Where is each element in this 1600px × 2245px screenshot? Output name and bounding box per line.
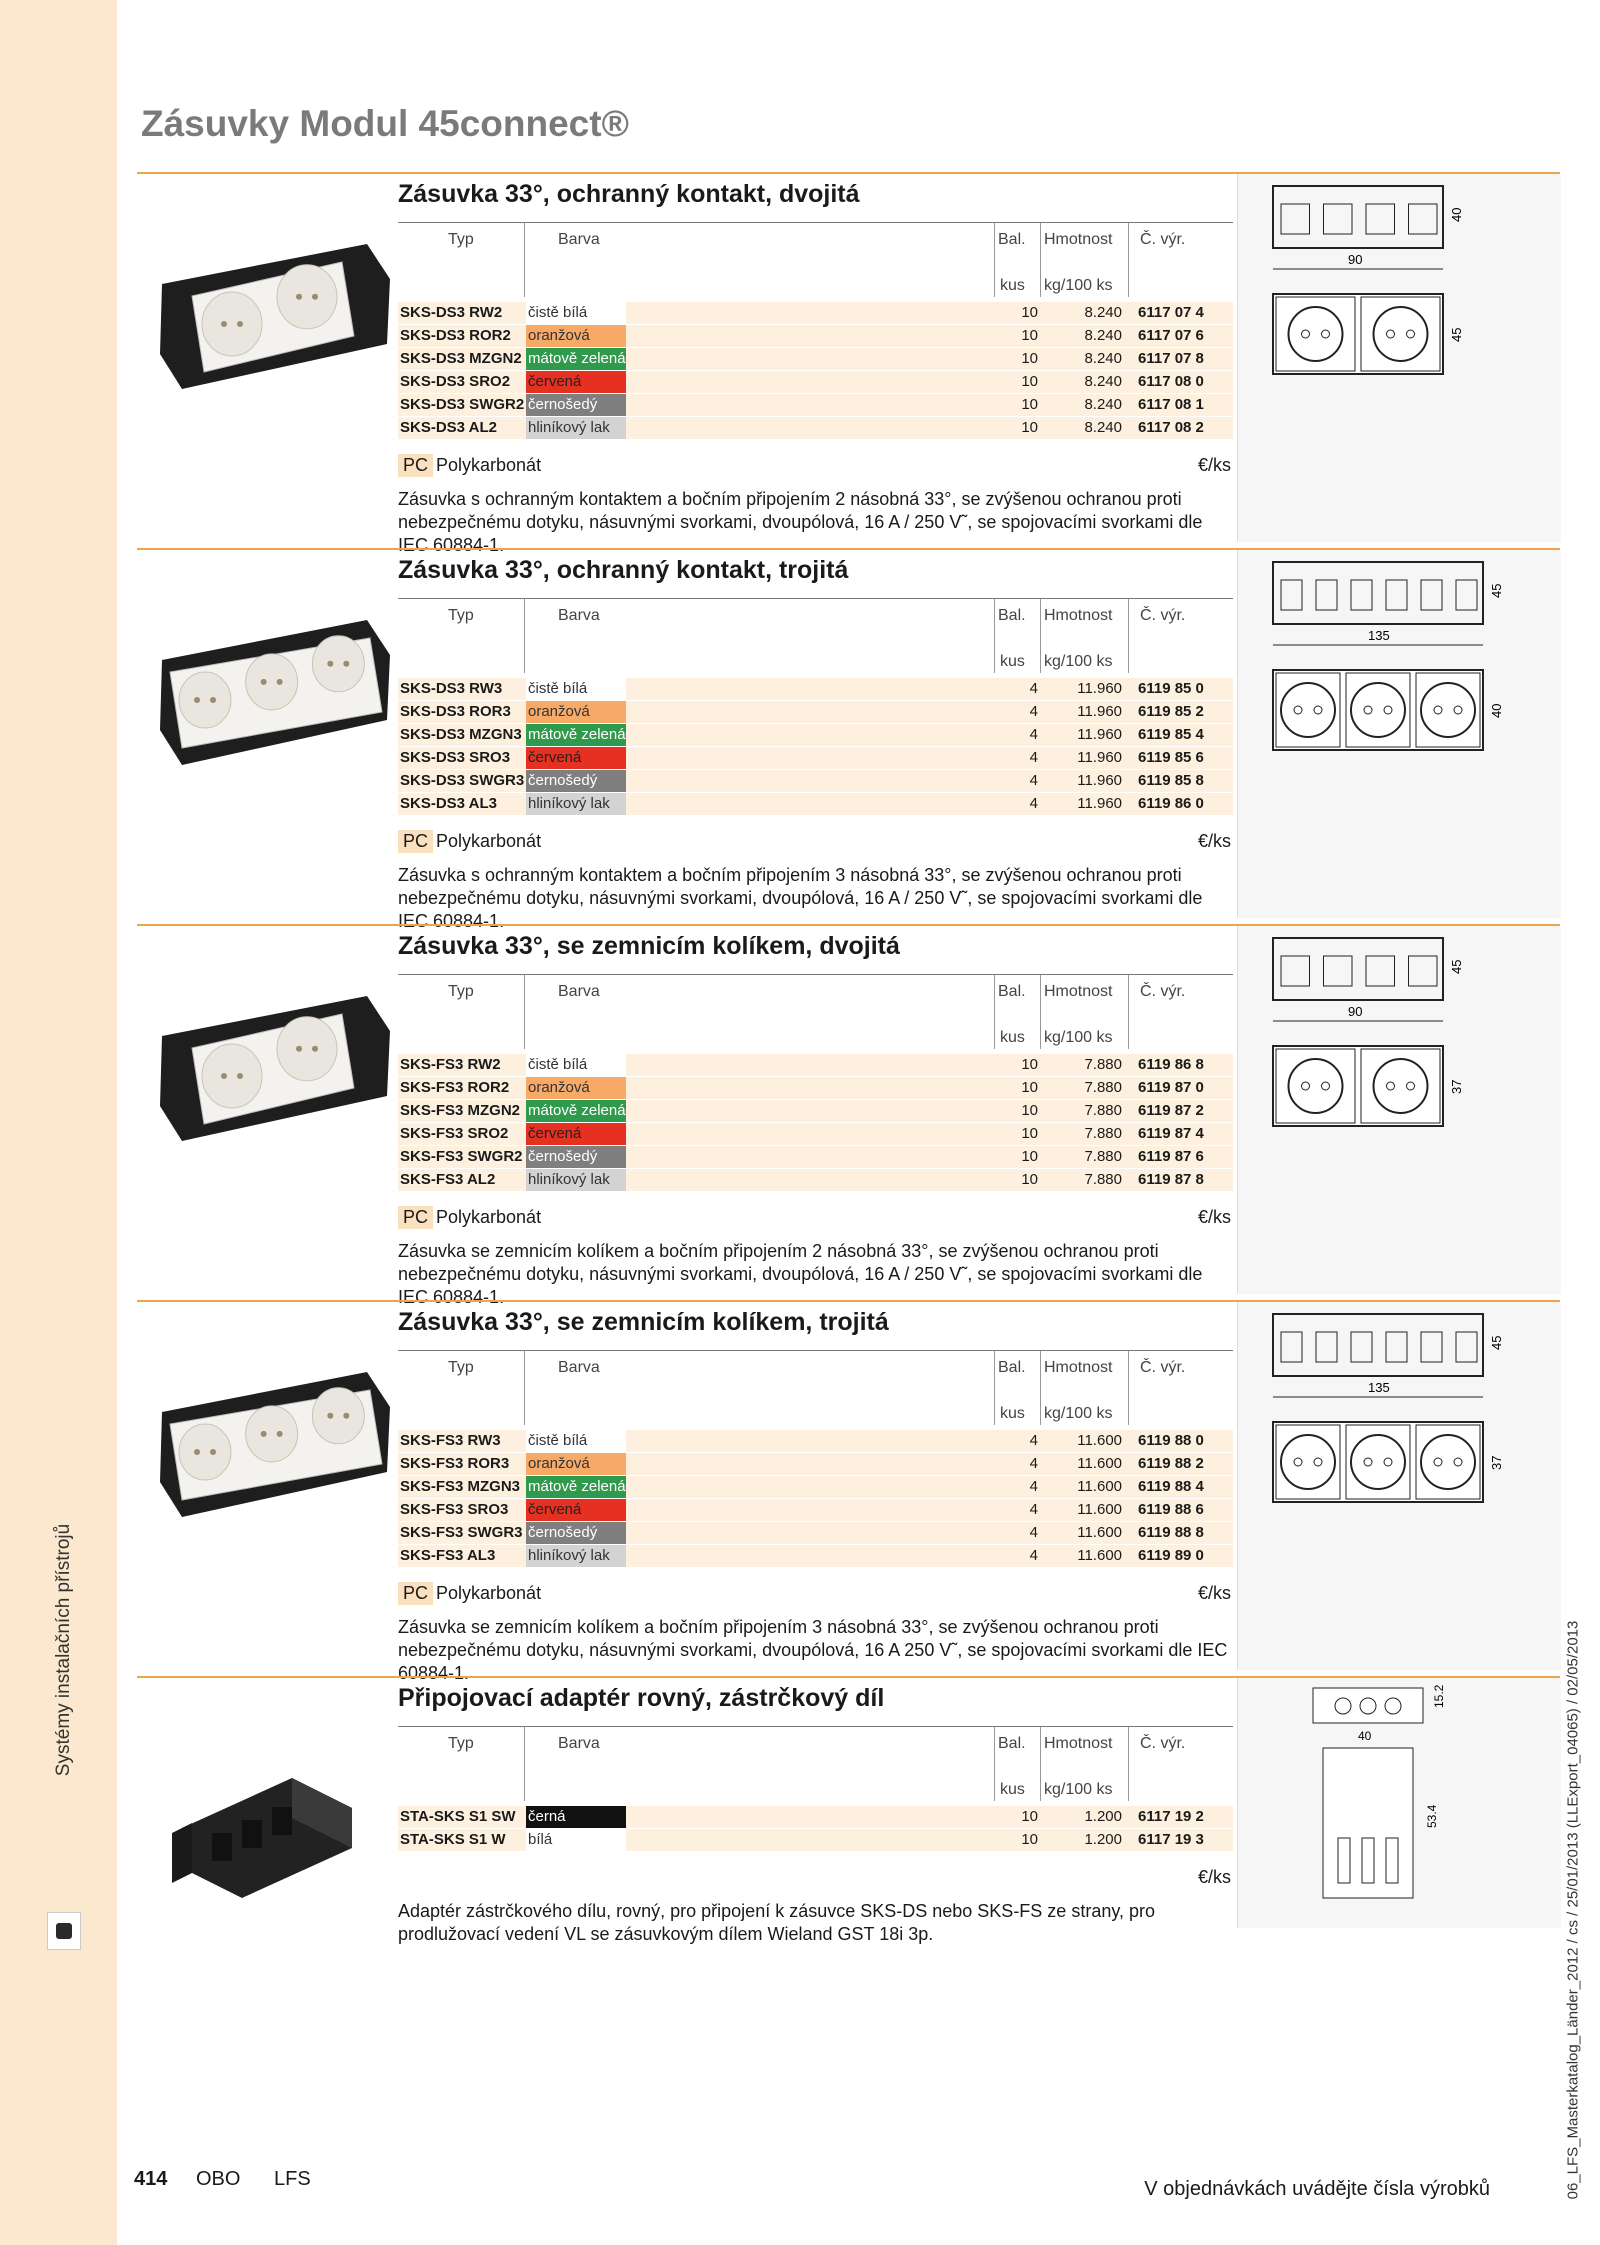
cell-typ: SKS-FS3 SWGR3 xyxy=(400,1524,523,1541)
unit-bal: kus xyxy=(1000,1029,1025,1046)
table-row xyxy=(398,1806,1233,1829)
material-name: Polykarbonát xyxy=(436,1207,542,1227)
cell-barva: hliníkový lak xyxy=(528,419,610,436)
cell-cislo: 6119 85 4 xyxy=(1138,726,1204,743)
table-row xyxy=(398,678,1233,701)
cell-barva: oranžová xyxy=(528,703,590,720)
cell-cislo: 6119 88 4 xyxy=(1138,1478,1204,1495)
cell-bal: 4 xyxy=(1029,1524,1038,1541)
section-description: Zásuvka s ochranným kontaktem a bočním připojením 3 násobná 33°, se zvýšenou ochranou proti nebezpečnému dotyku, násuvnými svorkami, dvoupólová, 16 A / 250 V˜, se spojovacími svorkami dle IEC 60884-1. xyxy=(398,865,1203,931)
cell-cislo: 6119 89 0 xyxy=(1138,1547,1204,1564)
unit-bal: kus xyxy=(1000,277,1025,294)
header-cislo: Č. výr. xyxy=(1140,607,1186,624)
price-unit: €/ks xyxy=(1197,1583,1231,1603)
material-code: PC xyxy=(398,454,433,477)
cell-cislo: 6117 19 2 xyxy=(1138,1808,1204,1825)
section-description: Zásuvka s ochranným kontaktem a bočním připojením 2 násobná 33°, se zvýšenou ochranou proti nebezpečnému dotyku, násuvnými svorkami, dvoupólová, 16 A / 250 V˜, se spojovacími svorkami dle IEC 60884-1. xyxy=(398,489,1203,555)
cell-hmotnost: 8.240 xyxy=(1084,327,1122,344)
header-barva: Barva xyxy=(558,1735,600,1752)
product-section xyxy=(137,1300,1560,1683)
cell-typ: SKS-FS3 ROR3 xyxy=(400,1455,510,1472)
cell-hmotnost: 11.600 xyxy=(1077,1432,1122,1449)
cell-typ: SKS-FS3 SRO3 xyxy=(400,1501,509,1518)
header-cislo: Č. výr. xyxy=(1140,1359,1186,1376)
svg-text:45: 45 xyxy=(1449,959,1464,974)
cell-typ: SKS-FS3 RW2 xyxy=(400,1056,501,1073)
cell-barva: čistě bílá xyxy=(528,1056,588,1073)
table-row xyxy=(398,747,1233,770)
header-cislo: Č. výr. xyxy=(1140,1735,1186,1752)
footer-brand: OBO xyxy=(196,2168,241,2190)
material-row xyxy=(398,454,1233,480)
header-typ: Typ xyxy=(448,607,474,624)
price-unit: €/ks xyxy=(1197,1207,1231,1227)
unit-bal: kus xyxy=(1000,653,1025,670)
table-row xyxy=(398,1054,1233,1077)
cell-barva: mátově zelená xyxy=(528,1102,626,1119)
cell-cislo: 6117 07 8 xyxy=(1138,350,1204,367)
product-photo xyxy=(152,224,392,404)
cell-barva: čistě bílá xyxy=(528,304,588,321)
cell-bal: 4 xyxy=(1029,703,1038,720)
product-section xyxy=(137,1676,1560,1948)
cell-barva: červená xyxy=(528,749,582,766)
cell-cislo: 6117 19 3 xyxy=(1138,1831,1204,1848)
product-table xyxy=(398,1054,1233,1192)
cell-barva: černošedý xyxy=(528,396,598,413)
cell-typ: SKS-DS3 SWGR2 xyxy=(400,396,525,413)
cell-hmotnost: 11.600 xyxy=(1077,1547,1122,1564)
unit-hmotnost: kg/100 ks xyxy=(1044,1405,1113,1422)
section-content xyxy=(398,1678,1233,1948)
table-row xyxy=(398,701,1233,724)
header-hmotnost: Hmotnost xyxy=(1044,231,1113,248)
cell-bal: 10 xyxy=(1021,1831,1038,1848)
header-typ: Typ xyxy=(448,983,474,1000)
sidebar-band xyxy=(0,0,117,2245)
header-bal: Bal. xyxy=(998,231,1026,248)
cell-barva: mátově zelená xyxy=(528,350,626,367)
catalog-code: 06_LFS_Masterkatalog_Länder_2012 / cs / 25/01/2013 (LLExport_04065) / 02/05/2013 xyxy=(1564,1620,1582,2200)
table-row xyxy=(398,1146,1233,1169)
dimension-drawing xyxy=(1237,1302,1561,1670)
cell-bal: 4 xyxy=(1029,1432,1038,1449)
cell-barva: oranžová xyxy=(528,1079,590,1096)
table-row xyxy=(398,1522,1233,1545)
cell-typ: SKS-FS3 AL2 xyxy=(400,1171,496,1188)
cell-hmotnost: 11.600 xyxy=(1077,1455,1122,1472)
page-title: Zásuvky Modul 45connect® xyxy=(141,103,629,144)
table-row xyxy=(398,371,1233,394)
cell-bal: 10 xyxy=(1021,1125,1038,1142)
product-section xyxy=(137,924,1560,1307)
header-barva: Barva xyxy=(558,983,600,1000)
product-photo xyxy=(152,1352,392,1532)
table-header xyxy=(398,974,1233,1049)
cell-bal: 4 xyxy=(1029,772,1038,789)
cell-barva: červená xyxy=(528,1501,582,1518)
cell-barva: hliníkový lak xyxy=(528,795,610,812)
svg-text:90: 90 xyxy=(1348,1004,1363,1019)
footer-note: V objednávkách uvádějte čísla výrobků xyxy=(1144,2178,1490,2200)
cell-typ: SKS-FS3 MZGN3 xyxy=(400,1478,521,1495)
price-unit: €/ks xyxy=(1197,455,1231,475)
cell-typ: SKS-DS3 SWGR3 xyxy=(400,772,525,789)
header-cislo: Č. výr. xyxy=(1140,983,1186,1000)
header-hmotnost: Hmotnost xyxy=(1044,1359,1113,1376)
table-row xyxy=(398,1430,1233,1453)
product-photo xyxy=(152,600,392,780)
footer-product-line: LFS xyxy=(274,2168,311,2190)
cell-cislo: 6119 87 6 xyxy=(1138,1148,1204,1165)
section-title: Zásuvka 33°, ochranný kontakt, trojitá xyxy=(398,556,849,584)
cell-bal: 4 xyxy=(1029,1478,1038,1495)
cell-bal: 10 xyxy=(1021,1808,1038,1825)
header-bal: Bal. xyxy=(998,607,1026,624)
product-table xyxy=(398,1430,1233,1568)
dimension-drawing xyxy=(1237,926,1561,1294)
cell-hmotnost: 11.960 xyxy=(1077,703,1122,720)
dimension-drawing xyxy=(1237,550,1561,918)
cell-hmotnost: 11.960 xyxy=(1077,772,1122,789)
cell-hmotnost: 8.240 xyxy=(1084,396,1122,413)
table-row xyxy=(398,394,1233,417)
svg-text:135: 135 xyxy=(1368,628,1390,643)
cell-cislo: 6119 85 6 xyxy=(1138,749,1204,766)
cell-cislo: 6119 86 0 xyxy=(1138,795,1204,812)
header-typ: Typ xyxy=(448,1735,474,1752)
section-content xyxy=(398,550,1233,931)
material-name: Polykarbonát xyxy=(436,455,542,475)
cell-typ: SKS-DS3 AL3 xyxy=(400,795,497,812)
cell-hmotnost: 11.960 xyxy=(1077,749,1122,766)
header-typ: Typ xyxy=(448,1359,474,1376)
unit-bal: kus xyxy=(1000,1405,1025,1422)
header-bal: Bal. xyxy=(998,1359,1026,1376)
cell-barva: černošedý xyxy=(528,1524,598,1541)
table-row xyxy=(398,1829,1233,1852)
material-code: PC xyxy=(398,1206,433,1229)
unit-hmotnost: kg/100 ks xyxy=(1044,1781,1113,1798)
cell-hmotnost: 11.600 xyxy=(1077,1478,1122,1495)
cell-hmotnost: 11.960 xyxy=(1077,680,1122,697)
cell-typ: SKS-DS3 ROR2 xyxy=(400,327,511,344)
cell-bal: 10 xyxy=(1021,419,1038,436)
svg-text:135: 135 xyxy=(1368,1380,1390,1395)
cell-barva: červená xyxy=(528,1125,582,1142)
cell-hmotnost: 11.600 xyxy=(1077,1501,1122,1518)
cell-hmotnost: 11.960 xyxy=(1077,726,1122,743)
material-code: PC xyxy=(398,830,433,853)
svg-text:15.2: 15.2 xyxy=(1432,1684,1446,1708)
header-typ: Typ xyxy=(448,231,474,248)
cell-hmotnost: 8.240 xyxy=(1084,419,1122,436)
cell-typ: SKS-FS3 RW3 xyxy=(400,1432,501,1449)
cell-typ: SKS-DS3 SRO2 xyxy=(400,373,511,390)
sidebar-label: Systémy instalačních přístrojů xyxy=(53,1523,74,1777)
table-header xyxy=(398,1726,1233,1801)
section-title: Připojovací adaptér rovný, zástrčkový díl xyxy=(398,1684,885,1712)
unit-bal: kus xyxy=(1000,1781,1025,1798)
cell-bal: 10 xyxy=(1021,1079,1038,1096)
table-header xyxy=(398,1350,1233,1425)
cell-bal: 10 xyxy=(1021,1148,1038,1165)
cell-hmotnost: 7.880 xyxy=(1084,1148,1122,1165)
cell-bal: 4 xyxy=(1029,680,1038,697)
cell-bal: 10 xyxy=(1021,350,1038,367)
cell-hmotnost: 7.880 xyxy=(1084,1079,1122,1096)
section-description: Zásuvka se zemnicím kolíkem a bočním připojením 3 násobná 33°, se zvýšenou ochranou proti nebezpečnému dotyku, násuvnými svorkami, dvoupólová, 16 A 250 V˜, se spojovacími svorkami dle IEC 60884-1. xyxy=(398,1617,1228,1683)
svg-text:40: 40 xyxy=(1489,703,1504,718)
cell-typ: SKS-FS3 ROR2 xyxy=(400,1079,510,1096)
price-unit: €/ks xyxy=(1197,1867,1231,1887)
cell-cislo: 6119 88 0 xyxy=(1138,1432,1204,1449)
table-row xyxy=(398,1545,1233,1568)
cell-hmotnost: 11.600 xyxy=(1077,1524,1122,1541)
cell-barva: oranžová xyxy=(528,327,590,344)
cell-bal: 10 xyxy=(1021,373,1038,390)
price-unit: €/ks xyxy=(1197,831,1231,851)
cell-hmotnost: 8.240 xyxy=(1084,350,1122,367)
cell-cislo: 6117 08 2 xyxy=(1138,419,1204,436)
cell-cislo: 6119 87 4 xyxy=(1138,1125,1204,1142)
cell-barva: hliníkový lak xyxy=(528,1171,610,1188)
cell-cislo: 6119 87 2 xyxy=(1138,1102,1204,1119)
section-title: Zásuvka 33°, se zemnicím kolíkem, trojitá xyxy=(398,1308,889,1336)
dimension-drawing xyxy=(1237,1678,1561,1928)
cell-typ: SKS-FS3 SRO2 xyxy=(400,1125,509,1142)
cell-cislo: 6119 87 0 xyxy=(1138,1079,1204,1096)
cell-cislo: 6119 88 2 xyxy=(1138,1455,1204,1472)
cell-typ: SKS-DS3 MZGN2 xyxy=(400,350,522,367)
cell-barva: černošedý xyxy=(528,772,598,789)
cell-bal: 4 xyxy=(1029,1455,1038,1472)
table-row xyxy=(398,1077,1233,1100)
table-row xyxy=(398,417,1233,440)
header-bal: Bal. xyxy=(998,1735,1026,1752)
material-name: Polykarbonát xyxy=(436,1583,542,1603)
header-barva: Barva xyxy=(558,231,600,248)
product-table xyxy=(398,678,1233,816)
cell-hmotnost: 11.960 xyxy=(1077,795,1122,812)
cell-typ: SKS-FS3 MZGN2 xyxy=(400,1102,521,1119)
header-barva: Barva xyxy=(558,1359,600,1376)
unit-hmotnost: kg/100 ks xyxy=(1044,277,1113,294)
cell-barva: hliníkový lak xyxy=(528,1547,610,1564)
cell-typ: STA-SKS S1 SW xyxy=(400,1808,516,1825)
header-hmotnost: Hmotnost xyxy=(1044,1735,1113,1752)
cell-typ: SKS-FS3 SWGR2 xyxy=(400,1148,523,1165)
cell-bal: 4 xyxy=(1029,749,1038,766)
cell-cislo: 6119 88 6 xyxy=(1138,1501,1204,1518)
section-content xyxy=(398,174,1233,555)
product-table xyxy=(398,302,1233,440)
cell-cislo: 6119 86 8 xyxy=(1138,1056,1204,1073)
svg-text:90: 90 xyxy=(1348,252,1363,267)
table-row xyxy=(398,1100,1233,1123)
table-row xyxy=(398,793,1233,816)
product-photo xyxy=(152,976,392,1156)
cell-bal: 10 xyxy=(1021,327,1038,344)
section-description: Adaptér zástrčkového dílu, rovný, pro připojení k zásuvce SKS-DS nebo SKS-FS ze strany, pro prodlužovací vedení VL se zásuvkovým dílem Wieland GST 18i 3p. xyxy=(398,1901,1156,1944)
table-row xyxy=(398,348,1233,371)
product-section xyxy=(137,172,1560,555)
cell-bal: 4 xyxy=(1029,795,1038,812)
cell-bal: 4 xyxy=(1029,726,1038,743)
svg-text:53.4: 53.4 xyxy=(1425,1804,1439,1828)
cell-bal: 4 xyxy=(1029,1501,1038,1518)
cell-typ: SKS-DS3 SRO3 xyxy=(400,749,511,766)
cell-hmotnost: 8.240 xyxy=(1084,373,1122,390)
cell-cislo: 6119 87 8 xyxy=(1138,1171,1204,1188)
cell-cislo: 6117 08 1 xyxy=(1138,396,1204,413)
cell-barva: čistě bílá xyxy=(528,1432,588,1449)
section-description: Zásuvka se zemnicím kolíkem a bočním připojením 2 násobná 33°, se zvýšenou ochranou proti nebezpečnému dotyku, násuvnými svorkami, dvoupólová, 16 A / 250 V˜, se spojovacími svorkami dle IEC 60884-1. xyxy=(398,1241,1203,1307)
material-row xyxy=(398,1582,1233,1608)
svg-text:40: 40 xyxy=(1358,1729,1372,1743)
cell-typ: SKS-DS3 ROR3 xyxy=(400,703,511,720)
cell-barva: černošedý xyxy=(528,1148,598,1165)
cell-barva: oranžová xyxy=(528,1455,590,1472)
cell-typ: SKS-DS3 MZGN3 xyxy=(400,726,522,743)
cell-typ: SKS-FS3 AL3 xyxy=(400,1547,496,1564)
cell-hmotnost: 1.200 xyxy=(1084,1808,1122,1825)
table-row xyxy=(398,325,1233,348)
header-hmotnost: Hmotnost xyxy=(1044,607,1113,624)
cell-bal: 10 xyxy=(1021,1102,1038,1119)
cell-barva: čistě bílá xyxy=(528,680,588,697)
cell-hmotnost: 7.880 xyxy=(1084,1125,1122,1142)
table-row xyxy=(398,1476,1233,1499)
section-content xyxy=(398,1302,1233,1683)
cell-hmotnost: 7.880 xyxy=(1084,1056,1122,1073)
table-row xyxy=(398,1453,1233,1476)
table-row xyxy=(398,302,1233,325)
cell-typ: STA-SKS S1 W xyxy=(400,1831,506,1848)
table-header xyxy=(398,598,1233,673)
cell-bal: 4 xyxy=(1029,1547,1038,1564)
cell-hmotnost: 7.880 xyxy=(1084,1171,1122,1188)
product-table xyxy=(398,1806,1233,1852)
material-row xyxy=(398,1866,1233,1892)
cell-bal: 10 xyxy=(1021,1171,1038,1188)
svg-text:37: 37 xyxy=(1449,1079,1464,1094)
svg-text:45: 45 xyxy=(1449,327,1464,342)
cell-bal: 10 xyxy=(1021,1056,1038,1073)
table-row xyxy=(398,724,1233,747)
material-row xyxy=(398,830,1233,856)
cell-cislo: 6117 07 6 xyxy=(1138,327,1204,344)
cell-typ: SKS-DS3 RW3 xyxy=(400,680,503,697)
header-hmotnost: Hmotnost xyxy=(1044,983,1113,1000)
table-row xyxy=(398,1499,1233,1522)
cell-bal: 10 xyxy=(1021,304,1038,321)
cell-barva: mátově zelená xyxy=(528,1478,626,1495)
unit-hmotnost: kg/100 ks xyxy=(1044,1029,1113,1046)
cell-hmotnost: 1.200 xyxy=(1084,1831,1122,1848)
table-row xyxy=(398,1169,1233,1192)
svg-text:37: 37 xyxy=(1489,1455,1504,1470)
product-section xyxy=(137,548,1560,931)
cell-hmotnost: 8.240 xyxy=(1084,304,1122,321)
svg-text:40: 40 xyxy=(1449,207,1464,222)
svg-text:45: 45 xyxy=(1489,583,1504,598)
header-barva: Barva xyxy=(558,607,600,624)
cell-typ: SKS-DS3 RW2 xyxy=(400,304,503,321)
header-cislo: Č. výr. xyxy=(1140,231,1186,248)
cell-bal: 10 xyxy=(1021,396,1038,413)
svg-text:45: 45 xyxy=(1489,1335,1504,1350)
cell-cislo: 6119 85 8 xyxy=(1138,772,1204,789)
material-code: PC xyxy=(398,1582,433,1605)
section-title: Zásuvka 33°, ochranný kontakt, dvojitá xyxy=(398,180,860,208)
page-number: 414 xyxy=(134,2168,168,2190)
cell-barva: červená xyxy=(528,373,582,390)
cell-cislo: 6117 08 0 xyxy=(1138,373,1204,390)
section-content xyxy=(398,926,1233,1307)
cell-barva: bílá xyxy=(528,1831,553,1848)
table-row xyxy=(398,1123,1233,1146)
cell-typ: SKS-DS3 AL2 xyxy=(400,419,497,436)
dimension-drawing xyxy=(1237,174,1561,542)
cell-cislo: 6119 85 0 xyxy=(1138,680,1204,697)
section-title: Zásuvka 33°, se zemnicím kolíkem, dvojitá xyxy=(398,932,900,960)
material-row xyxy=(398,1206,1233,1232)
cell-cislo: 6119 88 8 xyxy=(1138,1524,1204,1541)
unit-hmotnost: kg/100 ks xyxy=(1044,653,1113,670)
product-photo xyxy=(152,1738,392,1918)
cell-barva: mátově zelená xyxy=(528,726,626,743)
cell-cislo: 6117 07 4 xyxy=(1138,304,1204,321)
header-bal: Bal. xyxy=(998,983,1026,1000)
table-row xyxy=(398,770,1233,793)
cell-cislo: 6119 85 2 xyxy=(1138,703,1204,720)
socket-icon xyxy=(47,1912,81,1950)
material-name: Polykarbonát xyxy=(436,831,542,851)
cell-hmotnost: 7.880 xyxy=(1084,1102,1122,1119)
table-header xyxy=(398,222,1233,297)
cell-barva: černá xyxy=(528,1808,566,1825)
